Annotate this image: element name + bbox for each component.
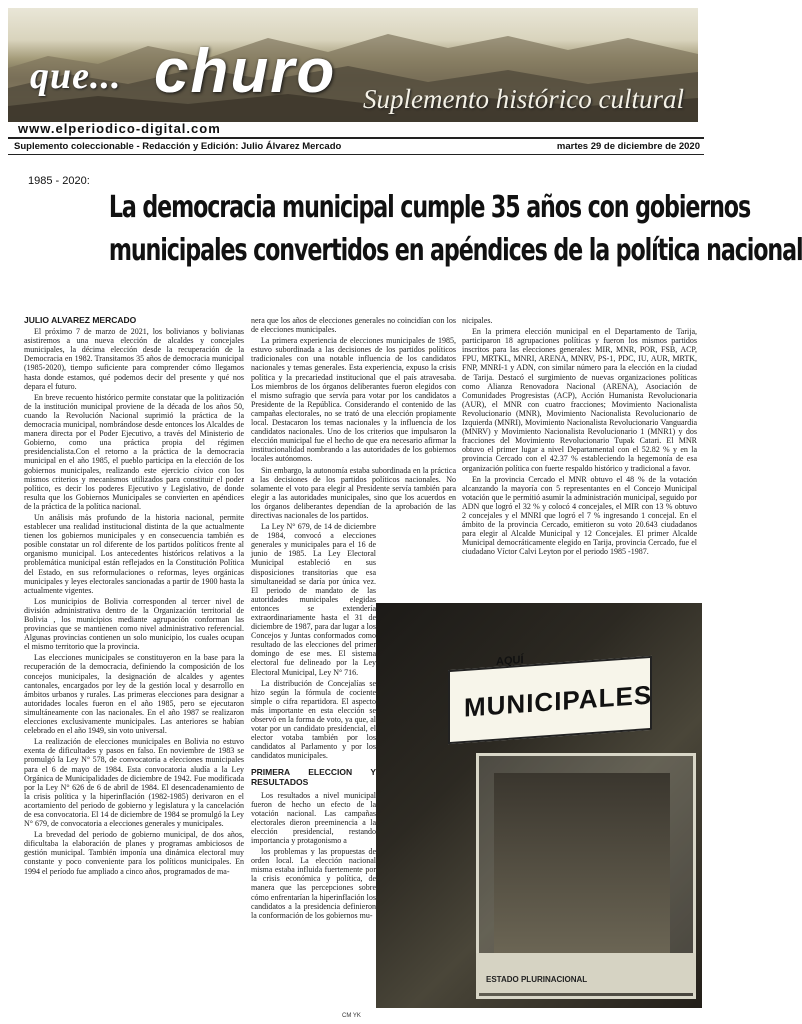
masthead-subtitle: Suplemento histórico cultural	[363, 84, 684, 114]
masthead-que: que...	[30, 55, 122, 97]
ballot-box-label: ESTADO PLURINACIONAL	[486, 975, 588, 984]
ballot-box-interior	[494, 773, 670, 953]
sign-top-text: AQUÍ	[496, 654, 524, 668]
byline: JULIO ALVAREZ MERCADO	[24, 315, 137, 325]
paragraph: los problemas y las propuestas de orden local. La elección nacional misma estaba influida fuertemente por la crisis económica y política, de manera que las percepciones sobre cómo enfrentarían la hiperinflación los candidatos a la presidencia definieron la conformación de los gobiernos mu-	[251, 847, 376, 920]
paragraph: El próximo 7 de marzo de 2021, los bolivianos y bolivianas asistiremos a una nueva elección de alcaldes y concejales municipales, la décima elección desde la recuperación de la Democracia en 1982. Transitamos 35 años de democracia municipal (1985-2020), tiempo suficiente para comprender cómo llegamos hasta donde estamos, qué podemos decir del presente y qué nos depara el futuro.	[24, 327, 244, 391]
website-url[interactable]: www.elperiodico-digital.com	[18, 121, 221, 136]
paragraph: La distribución de Concejalías se hizo según la fórmula de cociente simple o cifra repartidora. El aspecto más importante en esta elección se observó en la forma de voto, ya que, al votar por un candidato presidencial, el elector votaba también por los candidatos al Parlamento y por los candidatos municipales.	[251, 678, 376, 761]
paragraph: La Ley N° 679, de 14 de diciembre de 1984, convocó a elecciones generales y municipales para el 16 de junio de 1985. La Ley Electoral Municipal estableció en sus disposiciones transitorias que esa simultaneidad se daría por única vez. El periodo de mandato de las autoridades municipales elegidas entonces se extendería extraordinariamente hasta el 31 de diciembre de 1987, para dar lugar a los Concejos y Juntas conformados como resultado de las elecciones del primer domingo de ese mes. El sistema electoral fue delineado por la Ley Electoral Municipal, Ley N° 716.	[251, 522, 376, 677]
paragraph: nicipales.	[462, 316, 493, 325]
paragraph: Los resultados a nivel municipal fueron de hecho un efecto de la votación nacional. Las campañas electorales dieron preeminencia a la elección presidencial, restando importancia y protagonismo a	[251, 790, 376, 845]
paragraph: nera que los años de elecciones generales no coincidían con los de elecciones municipales.	[251, 316, 456, 335]
ballot-box-base	[476, 953, 696, 993]
divider	[8, 137, 704, 139]
article-kicker: 1985 - 2020:	[28, 175, 90, 187]
masthead-title: churo	[154, 37, 337, 106]
print-marks: CM YK	[342, 1013, 361, 1019]
sign-text: MUNICIPALES	[464, 679, 653, 723]
divider	[8, 154, 704, 155]
paragraph: En la primera elección municipal en el Departamento de Tarija, participaron 18 agrupaciones políticas y fueron los mismos partidos inscritos para las elecciones generales: MIR, MNR, POR, FSB, ACP, FPU, MRTKL, MNRI, ARENA, MNRV, PS-1, PDC, IU, AUR, MRTK, FNP, MNRI-1 y ADN, con similar número para la elección en la ciudad de Tarija. Destacó el surgimiento de nuevas organizaciones políticas como Alianza Renovadora Nacional (ARENA), Asociación de Comunidades Progresistas (ACP), Acción Humanista Revolucionaria (AUR), el MNR con cuatro fracciones; Movimiento Nacionalista Revolucionario (MNR), Movimiento Nacionalista Revolucionario de Izquierda (MNRI), Movimiento Nacionalista Revolucionario Vanguardia (MNRV) y Movimiento Nacionalista Revolucionario 1 (MNR1) y dos fracciones del Movimiento Revolucionario Tupak Catari. El MNR obtuvo el primer lugar a nivel Departamental con el 52.82 % y en la provincia Cercado con el 42.37 % estableciendo la hegemonía de esa organización política con fuerte respaldo histórico y tradicional a favor.	[462, 327, 697, 473]
paragraph: Los municipios de Bolivia corresponden al tercer nivel de división administrativa dentro de la Organización territorial de Bolivia , los municipios mediante agrupación conforman las provincias que se mantienen como nivel administrativo referencial. Algunas provincias contienen un solo municipio, los cuales ocupan el mismo territorio que la provincia.	[24, 596, 244, 652]
paragraph: La realización de elecciones municipales en Bolivia no estuvo exenta de dificultades y pasos en falso. En noviembre de 1983 se promulgó la Ley N° 578, de convocatoria a elecciones municipales para el 6 de mayo de 1984. Esta convocatoria aludía a la Ley Orgánica de Municipalidades de diciembre de 1942. Fue modificada por la Ley N° 626 de 6 de abril de 1984. El desencadenamiento de la crisis política y la hiperinflación (1982-1985) derivaron en el acortamiento del periodo de gobierno y legislatura y la cancelación de esa convocatoria. El 14 de diciembre de 1984 se promulgó la Ley N° 679, de convocatoria a elecciones generales y municipales.	[24, 737, 244, 829]
headline-line-2: municipales convertidos en apéndices de la política nacional	[108, 233, 802, 268]
section-subhead: PRIMERA ELECCION Y RESULTADOS	[251, 766, 376, 787]
paragraph: En la provincia Cercado el MNR obtuvo el 48 % de la votación alcanzando la mayoría con 5 representantes en el Concejo Municipal votación que le permitió asumir la administración municipal, seguido por ADN que logró el 32 % y colocó 4 concejales, el MIR con 13 % obtuvo 2 concejales y el MNRI que logró el 7 % ingresando 1 concejal. En el ámbito de la provincia Cercado, emitieron su voto 20.643 ciudadanos para elegir al Alcalde Municipal y 12 Concejales. El primer Alcalde Municipal democráticamente elegido en Tarija, provincia Cercado, fue el ciudadano Víctor Calvi Leyton por el periodo 1985 -1987.	[462, 474, 697, 557]
article-column-3	[462, 316, 697, 558]
ballot-box-photo	[376, 603, 702, 1008]
paragraph: Sin embargo, la autonomía estaba subordinada en la práctica a las decisiones de los partidos políticos nacionales. No solamente el voto para elegir al Presidente servía también para elegir a las autoridades municipales, sino que los acuerdos en los órganos deliberantes dependían de la aprobación de las directivas nacionales de los partidos.	[251, 465, 456, 520]
paragraph: La primera experiencia de elecciones municipales de 1985, estuvo subordinada a las decisiones de los partidos políticos tradicionales con una notable influencia de los candidatos nacionales y temas generales. Esta experiencia, expuso la crisis política y la precariedad institucional que el país atravesaba. Los miembros de los órganos deliberantes fueron elegidos con el mismo sufragio que servía para votar por los candidatos a Presidente de la República. Considerando el contenido de las campañas electorales, no se trató de una elección propiamente local. Destacaron los temas nacionales y la influencia de los candidatos nacionales. Uno de los criterios que impulsaron la elección municipal fue el hecho de que era necesario afirmar la institucionalidad nombrando a las autoridades de los gobiernos locales autónomos.	[251, 336, 456, 464]
edition-credit: Suplemento coleccionable - Redacción y Edición: Julio Álvarez Mercado	[14, 141, 342, 152]
paragraph: En breve recuento histórico permite constatar que la politización de la institución municipal proviene de la década de los años 50, cuando la Revolución Nacional suprimió la práctica de la democracia municipal, nombrándose desde entonces los Alcaldes de manera directa por el Poder Ejecutivo, a través del Ministerio de Gobierno, como una práctica propia del régimen presidencialista.Con el retorno a la práctica de la democracia municipal en el año 1985, el pueblo participa en la elección de los gobiernos municipales, realizando este ejercicio cívico con los mismos criterios y mecanismos utilizados para constituir el poder político, es decir los poderes Ejecutivo y Legislativo, de donde resulta que los Gobiernos Municipales se convierten en apéndices de la práctica de la política nacional.	[24, 392, 244, 511]
article-column-1	[24, 316, 244, 878]
paragraph: La brevedad del periodo de gobierno municipal, de dos años, dificultaba la elaboración de planes y programas ambiciosos de gestión municipal. También imponía una dinámica electoral muy constante y poco conveniente para los políticos municipales. En 1994 el período fue ampliado a cinco años, programados de ma-	[24, 830, 244, 876]
info-bar	[14, 141, 700, 152]
paragraph: Las elecciones municipales se constituyeron en la base para la recuperación de la democracia, definiendo la composición de los concejos municipales, la designación de alcaldes y agentes cantonales, encargados por ley de la gestión local y desarrollo en ámbitos urbanos y rurales. Las primeras elecciones para designar a autoridades locales fueron en el año 1985, pero se ejecutaron simultáneamente con las nacionales. En el año 1987 se realizaron elecciones exclusivamente municipales. Las anteriores se habían celebrado en el año 1949, sin voto universal.	[24, 653, 244, 736]
masthead	[8, 8, 698, 122]
issue-date: martes 29 de diciembre de 2020	[556, 141, 700, 152]
paragraph: Un análisis más profundo de la historia nacional, permite establecer una realidad institucional distinta de la que actualmente tienen los gobiernos municipales y en consecuencia también es posible constatar un rol diferente de los partidos políticos frente al organismo municipal. Los antecedentes históricos relativos a la problemática municipal están reflejados en la Constitución Política del Estado, en sus reformulaciones o reformas, leyes orgánicas municipales y leyes electorales sancionadas a partir de 1900 hasta la actualmente vigentes.	[24, 512, 244, 595]
headline-line-1: La democracia municipal cumple 35 años con gobiernos	[108, 190, 751, 225]
article-headline	[108, 186, 802, 272]
